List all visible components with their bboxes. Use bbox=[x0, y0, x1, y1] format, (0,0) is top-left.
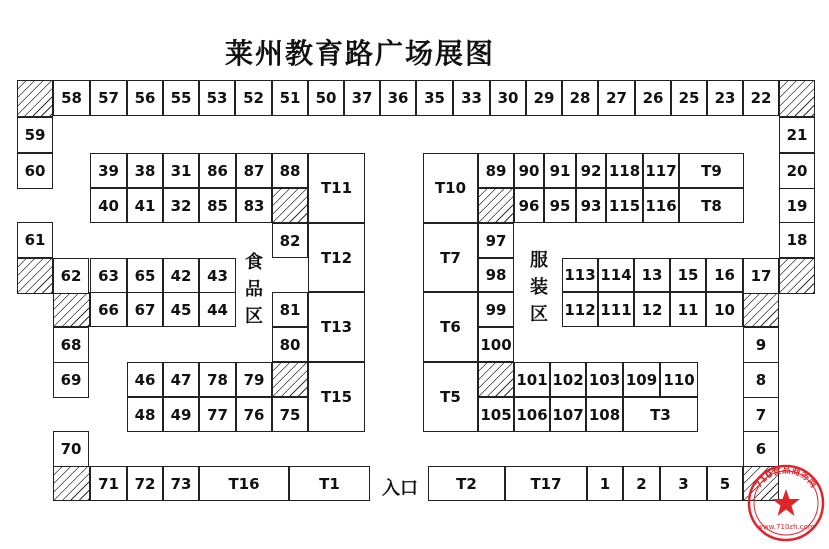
stall-cell: 60 bbox=[17, 153, 53, 189]
stall-cell: 17 bbox=[743, 258, 779, 294]
stall-cell: 42 bbox=[163, 258, 199, 293]
stall-cell: 67 bbox=[127, 292, 163, 327]
stall-cell: 72 bbox=[127, 466, 163, 501]
stall-cell: 1 bbox=[587, 466, 623, 501]
stall-cell: 9 bbox=[743, 327, 779, 363]
stall-cell: 81 bbox=[272, 292, 308, 327]
stall-cell: 87 bbox=[236, 153, 272, 188]
food-area-label: 食 品 区 bbox=[245, 252, 263, 327]
stall-cell: 11 bbox=[670, 292, 706, 327]
stall-cell: T6 bbox=[423, 292, 478, 362]
stall-cell: 116 bbox=[643, 188, 679, 223]
stall-cell: 16 bbox=[706, 258, 743, 292]
corridor-hatched bbox=[272, 362, 308, 397]
stall-cell: 115 bbox=[606, 188, 643, 223]
stall-cell: T7 bbox=[423, 223, 478, 292]
corridor-hatched bbox=[779, 258, 815, 294]
stall-cell: 15 bbox=[670, 258, 706, 292]
stall-cell: 114 bbox=[598, 258, 634, 292]
stall-cell: 23 bbox=[707, 80, 743, 116]
stall-cell: 44 bbox=[199, 292, 236, 327]
corridor-hatched bbox=[272, 188, 308, 223]
stall-cell: T11 bbox=[308, 153, 365, 223]
stall-cell: 51 bbox=[272, 80, 308, 116]
stall-cell: 75 bbox=[272, 397, 308, 432]
stall-cell: 68 bbox=[53, 327, 89, 363]
stall-cell: 109 bbox=[623, 362, 660, 397]
stall-cell: 103 bbox=[586, 362, 623, 397]
stall-cell: 100 bbox=[478, 327, 514, 362]
stall-cell: 79 bbox=[236, 362, 272, 397]
stall-cell: 61 bbox=[17, 222, 53, 258]
stall-cell: T16 bbox=[199, 466, 289, 501]
map-title: 莱州教育路广场展图 bbox=[224, 37, 495, 70]
stall-cell: 40 bbox=[90, 188, 127, 223]
stamp-url: www.710zh.com bbox=[757, 523, 815, 531]
stall-cell: 66 bbox=[90, 292, 127, 327]
stall-cell: 58 bbox=[53, 80, 90, 116]
stall-cell: 117 bbox=[643, 153, 679, 188]
corridor-hatched bbox=[743, 292, 779, 327]
stall-cell: T15 bbox=[308, 362, 365, 432]
site-stamp bbox=[744, 459, 828, 543]
stall-cell: 70 bbox=[53, 431, 89, 467]
stall-cell: 18 bbox=[779, 222, 815, 258]
stall-cell: 86 bbox=[199, 153, 236, 188]
stall-cell: 95 bbox=[544, 188, 576, 223]
stall-cell: 31 bbox=[163, 153, 199, 188]
stall-cell: T1 bbox=[289, 466, 370, 501]
stall-cell: 37 bbox=[344, 80, 380, 116]
stall-cell: 43 bbox=[199, 258, 236, 293]
stall-cell: 83 bbox=[236, 188, 272, 223]
stall-cell: 25 bbox=[671, 80, 707, 116]
stall-cell: 30 bbox=[490, 80, 526, 116]
stall-cell: 3 bbox=[660, 466, 707, 501]
stall-cell: 56 bbox=[127, 80, 163, 116]
stall-cell: 12 bbox=[634, 292, 670, 327]
stall-cell: 77 bbox=[199, 397, 236, 432]
stall-cell: 96 bbox=[514, 188, 544, 223]
stall-cell: 8 bbox=[743, 362, 779, 398]
stall-cell: 38 bbox=[127, 153, 163, 188]
svg-text:710食品商务网 bbox=[754, 464, 820, 490]
stall-cell: T5 bbox=[423, 362, 478, 432]
stall-cell: 80 bbox=[272, 327, 308, 362]
stall-cell: 69 bbox=[53, 362, 89, 398]
stall-cell: 10 bbox=[706, 292, 743, 327]
stall-cell: 20 bbox=[779, 153, 815, 189]
stall-cell: 22 bbox=[743, 80, 779, 116]
stall-cell: 28 bbox=[562, 80, 598, 116]
stall-cell: 106 bbox=[514, 397, 550, 432]
stall-cell: 88 bbox=[272, 153, 308, 188]
stall-cell: 57 bbox=[90, 80, 127, 116]
stall-cell: 76 bbox=[236, 397, 272, 432]
clothing-area-label: 服 装 区 bbox=[530, 250, 548, 325]
stall-cell: 46 bbox=[127, 362, 163, 397]
stall-cell: 105 bbox=[478, 397, 514, 432]
stall-cell: 2 bbox=[623, 466, 660, 501]
stall-cell: 39 bbox=[90, 153, 127, 188]
stall-cell: 93 bbox=[576, 188, 606, 223]
stall-cell: 101 bbox=[514, 362, 550, 397]
stall-cell: 32 bbox=[163, 188, 199, 223]
stall-cell: 82 bbox=[272, 223, 308, 258]
stall-cell: 92 bbox=[576, 153, 606, 188]
stall-cell: 90 bbox=[514, 153, 544, 188]
stall-cell: 35 bbox=[416, 80, 453, 116]
stall-cell: 78 bbox=[199, 362, 236, 397]
stall-cell: 6 bbox=[743, 431, 779, 467]
stall-cell: 19 bbox=[779, 188, 815, 224]
stall-cell: 73 bbox=[163, 466, 199, 501]
stall-cell: 50 bbox=[308, 80, 344, 116]
stall-cell: 62 bbox=[53, 258, 89, 294]
stall-cell: 71 bbox=[90, 466, 127, 501]
stall-cell: 26 bbox=[635, 80, 671, 116]
stall-cell: 91 bbox=[544, 153, 576, 188]
stall-cell: T3 bbox=[623, 397, 698, 432]
stall-cell: 102 bbox=[550, 362, 586, 397]
stall-cell: 113 bbox=[562, 258, 598, 292]
stall-cell: 112 bbox=[562, 292, 598, 327]
stall-cell: 65 bbox=[127, 258, 163, 293]
stall-cell: 29 bbox=[526, 80, 562, 116]
stall-cell: 53 bbox=[199, 80, 235, 116]
stall-cell: 13 bbox=[634, 258, 670, 292]
corridor-hatched bbox=[17, 258, 53, 294]
stall-cell: 47 bbox=[163, 362, 199, 397]
stall-cell: 89 bbox=[478, 153, 514, 188]
stall-cell: 48 bbox=[127, 397, 163, 432]
stall-cell: 5 bbox=[707, 466, 743, 501]
stall-cell: 97 bbox=[478, 223, 514, 258]
corridor-hatched bbox=[53, 466, 90, 501]
stall-cell: T8 bbox=[679, 188, 744, 223]
stall-cell: T10 bbox=[423, 153, 478, 223]
stall-cell: 36 bbox=[380, 80, 416, 116]
stamp-text: 710食品商务网 bbox=[753, 465, 819, 491]
stall-cell: T12 bbox=[308, 223, 365, 292]
stall-cell: 55 bbox=[163, 80, 199, 116]
stall-cell: 27 bbox=[598, 80, 635, 116]
stall-cell: T9 bbox=[679, 153, 744, 188]
stall-cell: 107 bbox=[550, 397, 586, 432]
stall-cell: 108 bbox=[586, 397, 623, 432]
corridor-hatched bbox=[17, 80, 53, 117]
stall-cell: 118 bbox=[606, 153, 643, 188]
corridor-hatched bbox=[478, 362, 514, 397]
stall-cell: T13 bbox=[308, 292, 365, 362]
stall-cell: 85 bbox=[199, 188, 236, 223]
stall-cell: 111 bbox=[598, 292, 634, 327]
stall-cell: 45 bbox=[163, 292, 199, 327]
stall-cell: 49 bbox=[163, 397, 199, 432]
stall-cell: 33 bbox=[453, 80, 490, 116]
stall-cell: T17 bbox=[505, 466, 587, 501]
stall-cell: 110 bbox=[660, 362, 698, 397]
stall-cell: 52 bbox=[235, 80, 272, 116]
corridor-hatched bbox=[53, 292, 90, 327]
stall-cell: 41 bbox=[127, 188, 163, 223]
stall-cell: 99 bbox=[478, 292, 514, 327]
stall-cell: 21 bbox=[779, 117, 815, 153]
stall-cell: 59 bbox=[17, 117, 53, 153]
stall-cell: 98 bbox=[478, 258, 514, 292]
entrance-label: 入口 bbox=[382, 478, 418, 499]
corridor-hatched bbox=[779, 80, 815, 117]
stall-cell: T2 bbox=[428, 466, 505, 501]
stall-cell: 63 bbox=[90, 258, 127, 293]
stall-cell: 7 bbox=[743, 397, 779, 433]
corridor-hatched bbox=[478, 188, 514, 223]
